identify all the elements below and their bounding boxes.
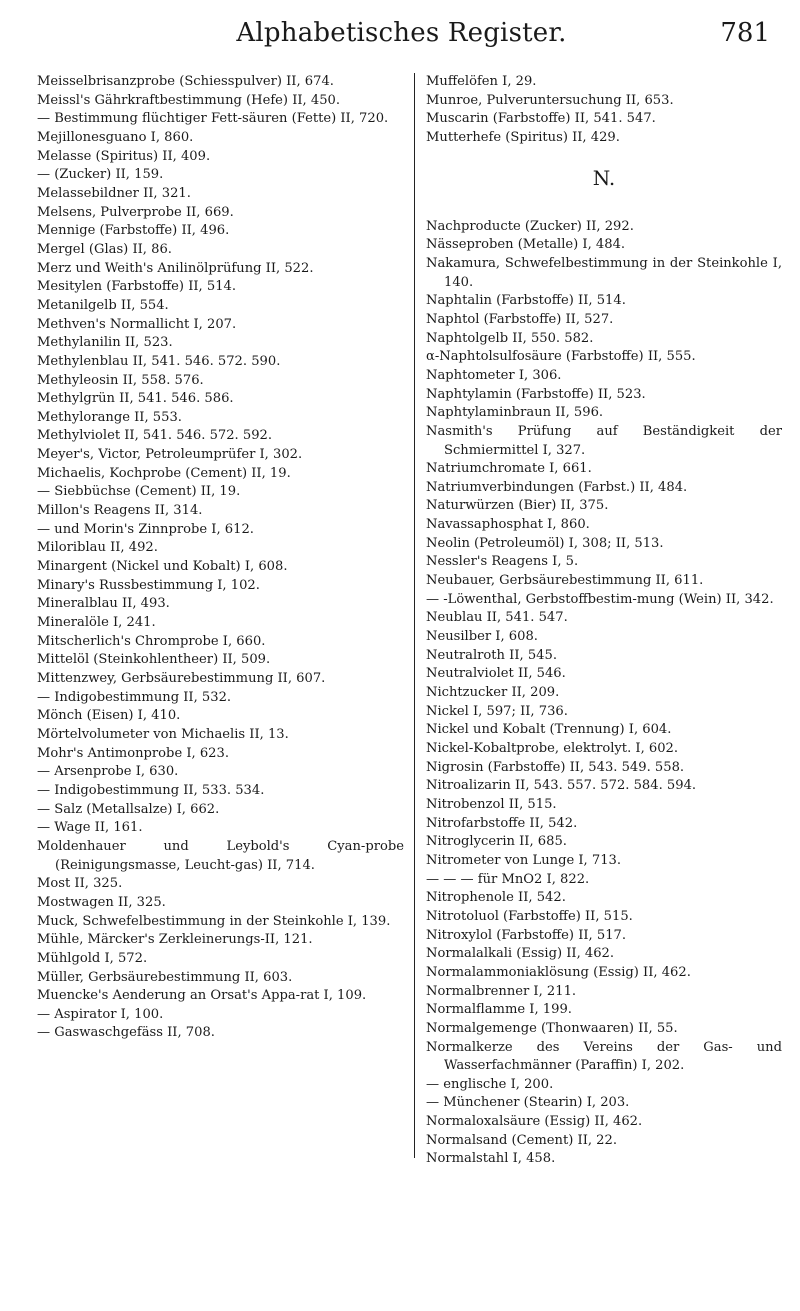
index-entry: Nickel I, 597; II, 736. — [426, 703, 568, 719]
index-entry: Normalkerze des Vereins der Gas- und Wasserfachmänner (Paraffin) I, 202. — [426, 1039, 782, 1074]
index-entry: Neusilber I, 608. — [426, 629, 538, 645]
right-column-bottom — [426, 218, 782, 1169]
index-entry: Meissl's Gährkraftbestimmung (Hefe) II, 450. — [37, 92, 341, 108]
index-entry: Normalstahl I, 458. — [426, 1151, 556, 1167]
index-entry: — Wage II, 161. — [37, 820, 143, 836]
index-entry: — Gaswaschgefäss II, 708. — [37, 1025, 215, 1041]
index-entry: Neutralroth II, 545. — [426, 647, 557, 663]
index-entry: Normalbrenner I, 211. — [426, 983, 577, 999]
index-entry: Mutterhefe (Spiritus) II, 429. — [426, 129, 620, 145]
page-title: Alphabetisches Register. — [236, 18, 567, 48]
index-entry: — Indigobestimmung II, 532. — [37, 689, 232, 705]
index-entry: Nitroglycerin II, 685. — [426, 834, 567, 850]
index-entry: Mohr's Antimonprobe I, 623. — [37, 745, 230, 761]
index-entry: — Bestimmung flüchtiger Fett-säuren (Fette) II, 720. — [37, 111, 389, 127]
index-entry: Nigrosin (Farbstoffe) II, 543. 549. 558. — [426, 759, 685, 775]
index-entry: Normalflamme I, 199. — [426, 1002, 572, 1018]
index-entry: Neolin (Petroleumöl) I, 308; II, 513. — [426, 535, 664, 551]
index-entry: Methylgrün II, 541. 546. 586. — [37, 391, 234, 407]
left-column — [37, 73, 404, 1251]
index-entry: Neublau II, 541. 547. — [426, 610, 568, 626]
index-entry: Melassebildner II, 321. — [37, 185, 191, 201]
index-entry: — Indigobestimmung II, 533. 534. — [37, 782, 265, 798]
page-header — [33, 18, 770, 58]
index-entry: Naphtolgelb II, 550. 582. — [426, 330, 594, 346]
index-entry: Naphtol (Farbstoffe) II, 527. — [426, 311, 614, 327]
index-entry: Moldenhauer und Leybold's Cyan-probe (Reinigungsmasse, Leucht-gas) II, 714. — [37, 838, 404, 873]
index-entry: Meisselbrisanzprobe (Schiesspulver) II, 674. — [37, 74, 334, 89]
index-entry: Meyer's, Victor, Petroleumprüfer I, 302. — [37, 447, 303, 463]
index-entry: Mostwagen II, 325. — [37, 894, 166, 910]
index-entry: Mörtelvolumeter von Michaelis II, 13. — [37, 726, 289, 742]
right-column — [426, 73, 782, 1251]
index-entry: Naphtalin (Farbstoffe) II, 514. — [426, 293, 626, 309]
index-entry: Normalsand (Cement) II, 22. — [426, 1132, 618, 1148]
index-entry: Methylenblau II, 541. 546. 572. 590. — [37, 353, 281, 369]
index-entry: — Salz (Metallsalze) I, 662. — [37, 801, 220, 817]
index-entry: Muencke's Aenderung an Orsat's Appa-rat I, 109. — [37, 988, 367, 1004]
index-entry: — -Löwenthal, Gerbstoffbestim-mung (Wein) II, 342. — [426, 591, 774, 607]
index-entry: — Arsenprobe I, 630. — [37, 764, 179, 780]
index-entry: Naphtylaminbraun II, 596. — [426, 405, 604, 421]
index-entry: Miloriblau II, 492. — [37, 540, 158, 556]
index-entry: Nitrofarbstoffe II, 542. — [426, 815, 578, 831]
index-entry: Naturwürzen (Bier) II, 375. — [426, 498, 609, 514]
column-divider — [414, 73, 415, 1158]
index-entry: Methven's Normallicht I, 207. — [37, 316, 237, 332]
index-entry: Navassaphosphat I, 860. — [426, 517, 590, 533]
index-entry: Nasmith's Prüfung auf Beständigkeit der Schmiermittel I, 327. — [426, 423, 782, 458]
index-entry: Mineralöle I, 241. — [37, 615, 156, 631]
index-entry: — Aspirator I, 100. — [37, 1006, 164, 1022]
right-column-top — [426, 73, 782, 148]
index-entry: Merz und Weith's Anilinölprüfung II, 522. — [37, 260, 314, 276]
index-entry: Minargent (Nickel und Kobalt) I, 608. — [37, 559, 288, 575]
index-entry: Nichtzucker II, 209. — [426, 685, 560, 701]
index-entry: α-Naphtolsulfosäure (Farbstoffe) II, 555. — [426, 349, 696, 365]
index-entry: Mühle, Märcker's Zerkleinerungs-II, 121. — [37, 932, 313, 948]
index-entry: Neubauer, Gerbsäurebestimmung II, 611. — [426, 573, 704, 589]
index-entry: Methylorange II, 553. — [37, 409, 182, 425]
index-entry: Nachproducte (Zucker) II, 292. — [426, 218, 634, 234]
page-number: 781 — [720, 18, 770, 48]
index-entry: Nitrophenole II, 542. — [426, 890, 566, 906]
index-entry: Mühlgold I, 572. — [37, 950, 148, 966]
index-entry: Muffelöfen I, 29. — [426, 74, 537, 89]
index-entry: Mesitylen (Farbstoffe) II, 514. — [37, 279, 237, 295]
index-entry: Nakamura, Schwefelbestimmung in der Steinkohle I, 140. — [426, 255, 782, 290]
index-entry: — Münchener (Stearin) I, 203. — [426, 1095, 630, 1111]
index-entry: Nitrobenzol II, 515. — [426, 796, 557, 812]
index-entry: Nitrotoluol (Farbstoffe) II, 515. — [426, 908, 633, 924]
index-entry: Naphtometer I, 306. — [426, 367, 562, 383]
index-entry: Nässeproben (Metalle) I, 484. — [426, 237, 626, 253]
section-heading: N. — [592, 165, 616, 190]
index-entry: Minary's Russbestimmung I, 102. — [37, 577, 260, 593]
index-entry: Muck, Schwefelbestimmung in der Steinkohle I, 139. — [37, 913, 391, 929]
index-entry: Melasse (Spiritus) II, 409. — [37, 148, 211, 164]
index-entry: Muscarin (Farbstoffe) II, 541. 547. — [426, 111, 656, 127]
index-entry: Nessler's Reagens I, 5. — [426, 554, 579, 570]
index-entry: — Siebbüchse (Cement) II, 19. — [37, 484, 241, 500]
index-entry: Munroe, Pulveruntersuchung II, 653. — [426, 92, 674, 108]
index-entry: — — — für MnO2 I, 822. — [426, 871, 590, 887]
index-entry: Melsens, Pulverprobe II, 669. — [37, 204, 234, 220]
index-entry: Mejillonesguano I, 860. — [37, 129, 194, 145]
index-entry: Mineralblau II, 493. — [37, 596, 170, 612]
index-entry: Nickel und Kobalt (Trennung) I, 604. — [426, 722, 672, 738]
index-entry: Methyleosin II, 558. 576. — [37, 372, 204, 388]
index-entry: Mittelöl (Steinkohlentheer) II, 509. — [37, 652, 271, 668]
index-entry: Normalammoniaklösung (Essig) II, 462. — [426, 964, 691, 980]
index-entry: Methylanilin II, 523. — [37, 335, 173, 351]
index-entry: Mittenzwey, Gerbsäurebestimmung II, 607. — [37, 671, 326, 686]
index-entry: — und Morin's Zinnprobe I, 612. — [37, 521, 254, 537]
index-entry: Mergel (Glas) II, 86. — [37, 241, 172, 257]
index-entry: Nitrometer von Lunge I, 713. — [426, 852, 622, 868]
index-entry: Millon's Reagens II, 314. — [37, 503, 203, 519]
index-entry: Nickel-Kobaltprobe, elektrolyt. I, 602. — [426, 741, 679, 756]
index-entry: Normaloxalsäure (Essig) II, 462. — [426, 1114, 643, 1130]
index-entry: Metanilgelb II, 554. — [37, 297, 169, 313]
index-entry: Normalalkali (Essig) II, 462. — [426, 946, 615, 962]
index-entry: Mitscherlich's Chromprobe I, 660. — [37, 633, 266, 649]
index-entry: Nitroalizarin II, 543. 557. 572. 584. 594. — [426, 778, 697, 794]
index-entry: Müller, Gerbsäurebestimmung II, 603. — [37, 969, 293, 985]
index-entry: Nitroxylol (Farbstoffe) II, 517. — [426, 927, 627, 943]
index-entry: Natriumverbindungen (Farbst.) II, 484. — [426, 479, 688, 495]
index-entry: Natriumchromate I, 661. — [426, 461, 592, 477]
index-entry: Neutralviolet II, 546. — [426, 666, 566, 682]
index-entry: — (Zucker) II, 159. — [37, 167, 164, 183]
index-entry: Methylviolet II, 541. 546. 572. 592. — [37, 428, 273, 444]
index-entry: Michaelis, Kochprobe (Cement) II, 19. — [37, 465, 291, 481]
index-entry: Mennige (Farbstoffe) II, 496. — [37, 223, 230, 239]
index-entry: — englische I, 200. — [426, 1076, 554, 1092]
index-entry: Most II, 325. — [37, 876, 123, 892]
index-entry: Naphtylamin (Farbstoffe) II, 523. — [426, 386, 646, 402]
index-entry: Mönch (Eisen) I, 410. — [37, 708, 181, 724]
index-entry: Normalgemenge (Thonwaaren) II, 55. — [426, 1020, 678, 1036]
